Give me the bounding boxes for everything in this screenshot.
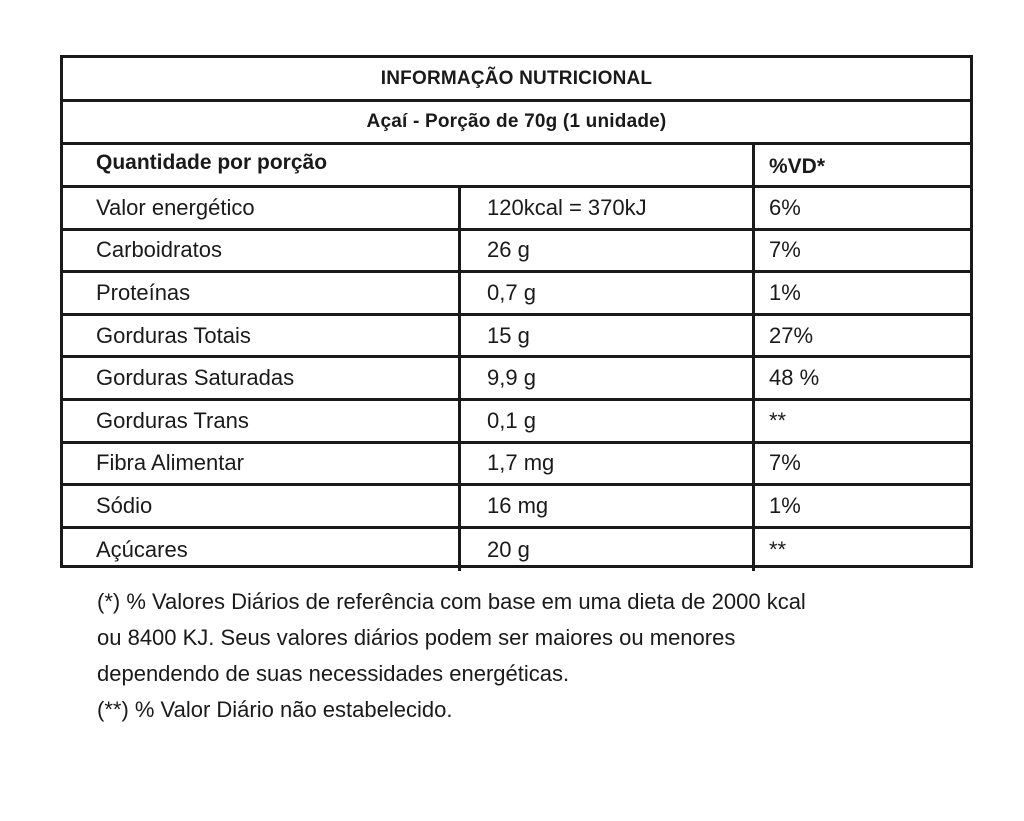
nutrient-name: Sódio — [96, 492, 153, 518]
table-row — [63, 316, 970, 359]
nutrient-name: Proteínas — [96, 279, 191, 305]
nutrient-name: Gorduras Totais — [96, 322, 251, 348]
table-row — [63, 401, 970, 444]
nutrient-daily-value: 6% — [752, 188, 970, 228]
nutrient-amount: 16 mg — [458, 486, 752, 526]
nutrient-name: Gorduras Saturadas — [96, 365, 295, 391]
nutrient-daily-value: 7% — [752, 444, 970, 484]
nutrient-daily-value: ** — [752, 401, 970, 441]
nutrient-daily-value: 1% — [752, 273, 970, 313]
footnote-line: ou 8400 KJ. Seus valores diários podem ser maiores ou menores — [97, 625, 736, 650]
nutrient-daily-value: ** — [752, 529, 970, 572]
table-row — [63, 358, 970, 401]
table-row — [63, 486, 970, 529]
table-title-row — [63, 58, 970, 102]
nutrient-amount: 120kcal = 370kJ — [458, 188, 752, 228]
nutrient-amount: 1,7 mg — [458, 444, 752, 484]
table-row — [63, 444, 970, 487]
portion-description: Açaí - Porção de 70g (1 unidade) — [366, 111, 667, 132]
nutrient-amount: 15 g — [458, 316, 752, 356]
table-title: INFORMAÇÃO NUTRICIONAL — [380, 67, 653, 89]
daily-value-header: %VD* — [752, 145, 970, 185]
column-header-row — [63, 145, 970, 188]
nutrient-name: Carboidratos — [96, 237, 222, 263]
quantity-header: Quantidade por porção — [96, 151, 328, 174]
footnote-line: (**) % Valor Diário não estabelecido. — [97, 697, 453, 722]
footnote-line: dependendo de suas necessidades energéticas. — [97, 661, 570, 686]
nutrient-name: Valor energético — [96, 194, 255, 220]
footnotes — [97, 584, 977, 728]
nutrient-daily-value: 1% — [752, 486, 970, 526]
footnote-line: (*) % Valores Diários de referência com base em uma dieta de 2000 kcal — [97, 589, 806, 614]
portion-row — [63, 102, 970, 145]
nutrient-daily-value: 48 % — [752, 358, 970, 398]
table-row — [63, 231, 970, 274]
table-row — [63, 529, 970, 572]
nutrient-amount: 26 g — [458, 231, 752, 271]
table-row — [63, 273, 970, 316]
nutrient-name: Fibra Alimentar — [96, 450, 244, 476]
nutrient-daily-value: 27% — [752, 316, 970, 356]
table-row — [63, 188, 970, 231]
nutrient-amount: 0,1 g — [458, 401, 752, 441]
nutrient-amount: 9,9 g — [458, 358, 752, 398]
nutrient-name: Açúcares — [96, 537, 188, 563]
nutrition-facts-table — [60, 55, 973, 568]
nutrient-daily-value: 7% — [752, 231, 970, 271]
nutrient-rows — [63, 188, 970, 565]
nutrient-amount: 20 g — [458, 529, 752, 572]
nutrient-amount: 0,7 g — [458, 273, 752, 313]
nutrient-name: Gorduras Trans — [96, 407, 249, 433]
